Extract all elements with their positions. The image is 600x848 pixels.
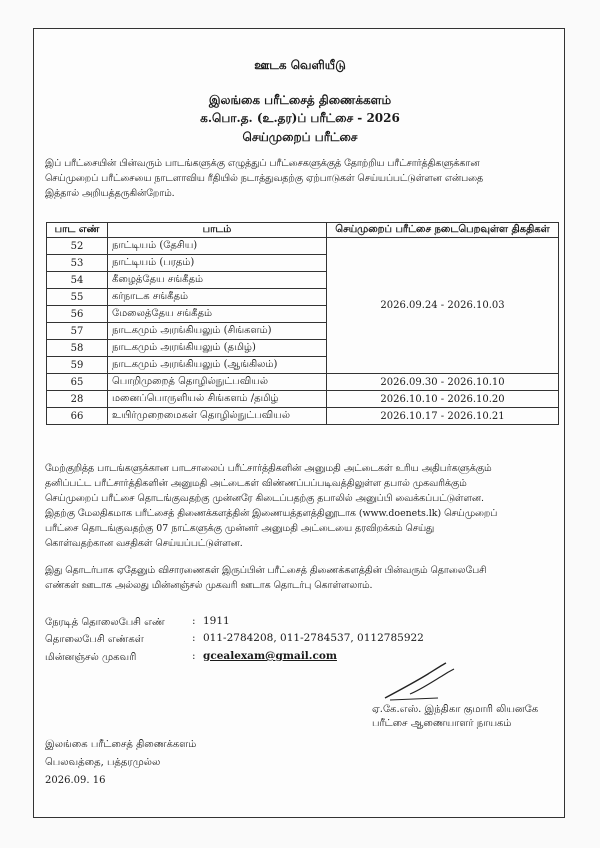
intro-line: இப் பரீட்சையின் பின்வரும் பாடங்களுக்கு எழுத்துப் பரீட்சைகளுக்குத் தோற்றிய பரீட்சார்த்திகளுக்கான	[45, 158, 480, 169]
subject-name: உயிர்முறைமைகள் தொழில்நுட்பவியல்	[108, 408, 327, 425]
phones-colon: :	[192, 632, 196, 644]
exam-name-heading: க.பொ.த. (உ.தர)ப் பரீட்சை - 2026	[200, 111, 400, 125]
subject-name: நாடகமும் அரங்கியலும் (ஆங்கிலம்)	[108, 357, 327, 374]
intro-line: இத்தால் அறியத்தருகின்றோம்.	[45, 188, 175, 199]
table-row	[47, 391, 559, 408]
subject-name: பொறிமுறைத் தொழில்நுட்பவியல்	[108, 374, 327, 391]
subject-code: 54	[47, 272, 108, 289]
paragraph-line: எண்கள் ஊடாக அல்லது மின்னஞ்சல் முகவரி ஊடாக தொடர்பு கொள்ளலாம்.	[45, 580, 373, 591]
email-colon: :	[192, 650, 196, 662]
email-link[interactable]: gcealexam@gmail.com	[203, 650, 337, 662]
subject-code: 66	[47, 408, 108, 425]
table-row	[47, 374, 559, 391]
footer-org: இலங்கை பரீட்சைத் திணைக்களம்	[45, 739, 197, 750]
subject-name: மேலைத்தேய சங்கீதம்	[108, 306, 327, 323]
signatory-title: பரீட்சை ஆணையாளர் நாயகம்	[372, 718, 512, 729]
subject-code: 53	[47, 255, 108, 272]
footer-address: பெலவத்தை, பத்தரமுல்ல	[45, 757, 161, 768]
intro-line: செய்முறைப் பரீட்சையை நாடளாவிய ரீதியில் நடாத்துவதற்கு ஏற்பாடுகள் செய்யப்பட்டுள்ளன என்பதை	[45, 173, 484, 184]
subject-code: 55	[47, 289, 108, 306]
inquiry-paragraph	[45, 563, 565, 593]
exam-dates: 2026.10.17 - 2026.10.21	[327, 408, 559, 425]
phone-numbers: 011-2784208, 011-2784537, 0112785922	[203, 632, 424, 644]
paragraph-line: இது தொடர்பாக ஏதேனும் விசாரணைகள் இருப்பின் பரீட்சைத் திணைக்களத்தின் பின்வரும் தொலைபேசி	[45, 565, 487, 576]
intro-paragraph	[45, 156, 565, 201]
subject-name: நாட்டியம் (தேசிய)	[108, 238, 327, 255]
test-type-heading: செய்முறைப் பரீட்சை	[242, 130, 358, 144]
phones-label: தொலைபேசி எண்கள்	[45, 634, 144, 645]
signature-image	[380, 660, 460, 705]
paragraph-line: இதற்கு மேலதிகமாக பரீட்சைத் திணைக்களத்தின் இணையத்தளத்தினூடாக (www.doenets.lk) செய்முறைப்	[45, 508, 498, 519]
hotline-number: 1911	[203, 615, 230, 627]
paragraph-line: பரீட்சை தொடங்குவதற்கு 07 நாட்களுக்கு முன்னர் அனுமதி அட்டையை தரவிறக்கம் செய்து	[45, 523, 435, 534]
press-release-heading: ஊடக வெளியீடு	[254, 58, 346, 72]
subject-code: 59	[47, 357, 108, 374]
subject-code: 52	[47, 238, 108, 255]
exam-dates: 2026.10.10 - 2026.10.20	[327, 391, 559, 408]
subject-code: 56	[47, 306, 108, 323]
table-header-row	[47, 223, 559, 238]
admission-paragraph	[45, 461, 565, 551]
footer-date: 2026.09. 16	[45, 775, 106, 786]
table-row	[47, 408, 559, 425]
paragraph-line: செய்முறைப் பரீட்சை தொடங்குவதற்கு முன்னரே கிடைப்பதற்கு தபாலில் அனுப்பி வைக்கப்பட்டுள்ளன.	[45, 493, 484, 504]
exam-dates: 2026.09.30 - 2026.10.10	[327, 374, 559, 391]
col-header-code: பாட எண்	[47, 223, 108, 238]
group-dates: 2026.09.24 - 2026.10.03	[327, 238, 559, 374]
signatory-name: ஏ.கே.எஸ். இந்திகா குமாரி லியனகே	[372, 704, 539, 715]
subject-code: 58	[47, 340, 108, 357]
subject-name: மனைப்பொருளியல் சிங்களம் /தமிழ்	[108, 391, 327, 408]
subject-name: நாட்டியம் (பரதம்)	[108, 255, 327, 272]
col-header-dates: செய்முறைப் பரீட்சை நடைபெறவுள்ள திகதிகள்	[327, 223, 559, 238]
hotline-label: நேரடித் தொலைபேசி எண்	[45, 617, 165, 628]
email-label: மின்னஞ்சல் முகவரி	[45, 652, 137, 663]
paragraph-line: மேற்குறித்த பாடங்களுக்கான பாடசாலைப் பரீட்சார்த்திகளின் அனுமதி அட்டைகள் உரிய அதிபர்களுக்கும்	[45, 463, 492, 474]
subject-name: கீழைத்தேய சங்கீதம்	[108, 272, 327, 289]
subject-code: 57	[47, 323, 108, 340]
subject-name: நாடகமும் அரங்கியலும் (தமிழ்)	[108, 340, 327, 357]
paragraph-line: தனிப்பட்ட பரீட்சார்த்திகளின் அனுமதி அட்டைகள் விண்ணப்பப்படிவத்திலுள்ள தபால் முகவரிக்கும்	[45, 478, 467, 489]
practical-exam-table	[46, 222, 559, 425]
table-row	[47, 238, 559, 255]
col-header-subject: பாடம்	[108, 223, 327, 238]
department-heading: இலங்கை பரீட்சைத் திணைக்களம்	[208, 93, 392, 107]
subject-name: கர்நாடக சங்கீதம்	[108, 289, 327, 306]
subject-code: 65	[47, 374, 108, 391]
subject-name: நாடகமும் அரங்கியலும் (சிங்களம்)	[108, 323, 327, 340]
hotline-colon: :	[192, 615, 196, 627]
paragraph-line: கொள்வதற்கான வசதிகள் செய்யப்பட்டுள்ளன.	[45, 538, 243, 549]
subject-code: 28	[47, 391, 108, 408]
